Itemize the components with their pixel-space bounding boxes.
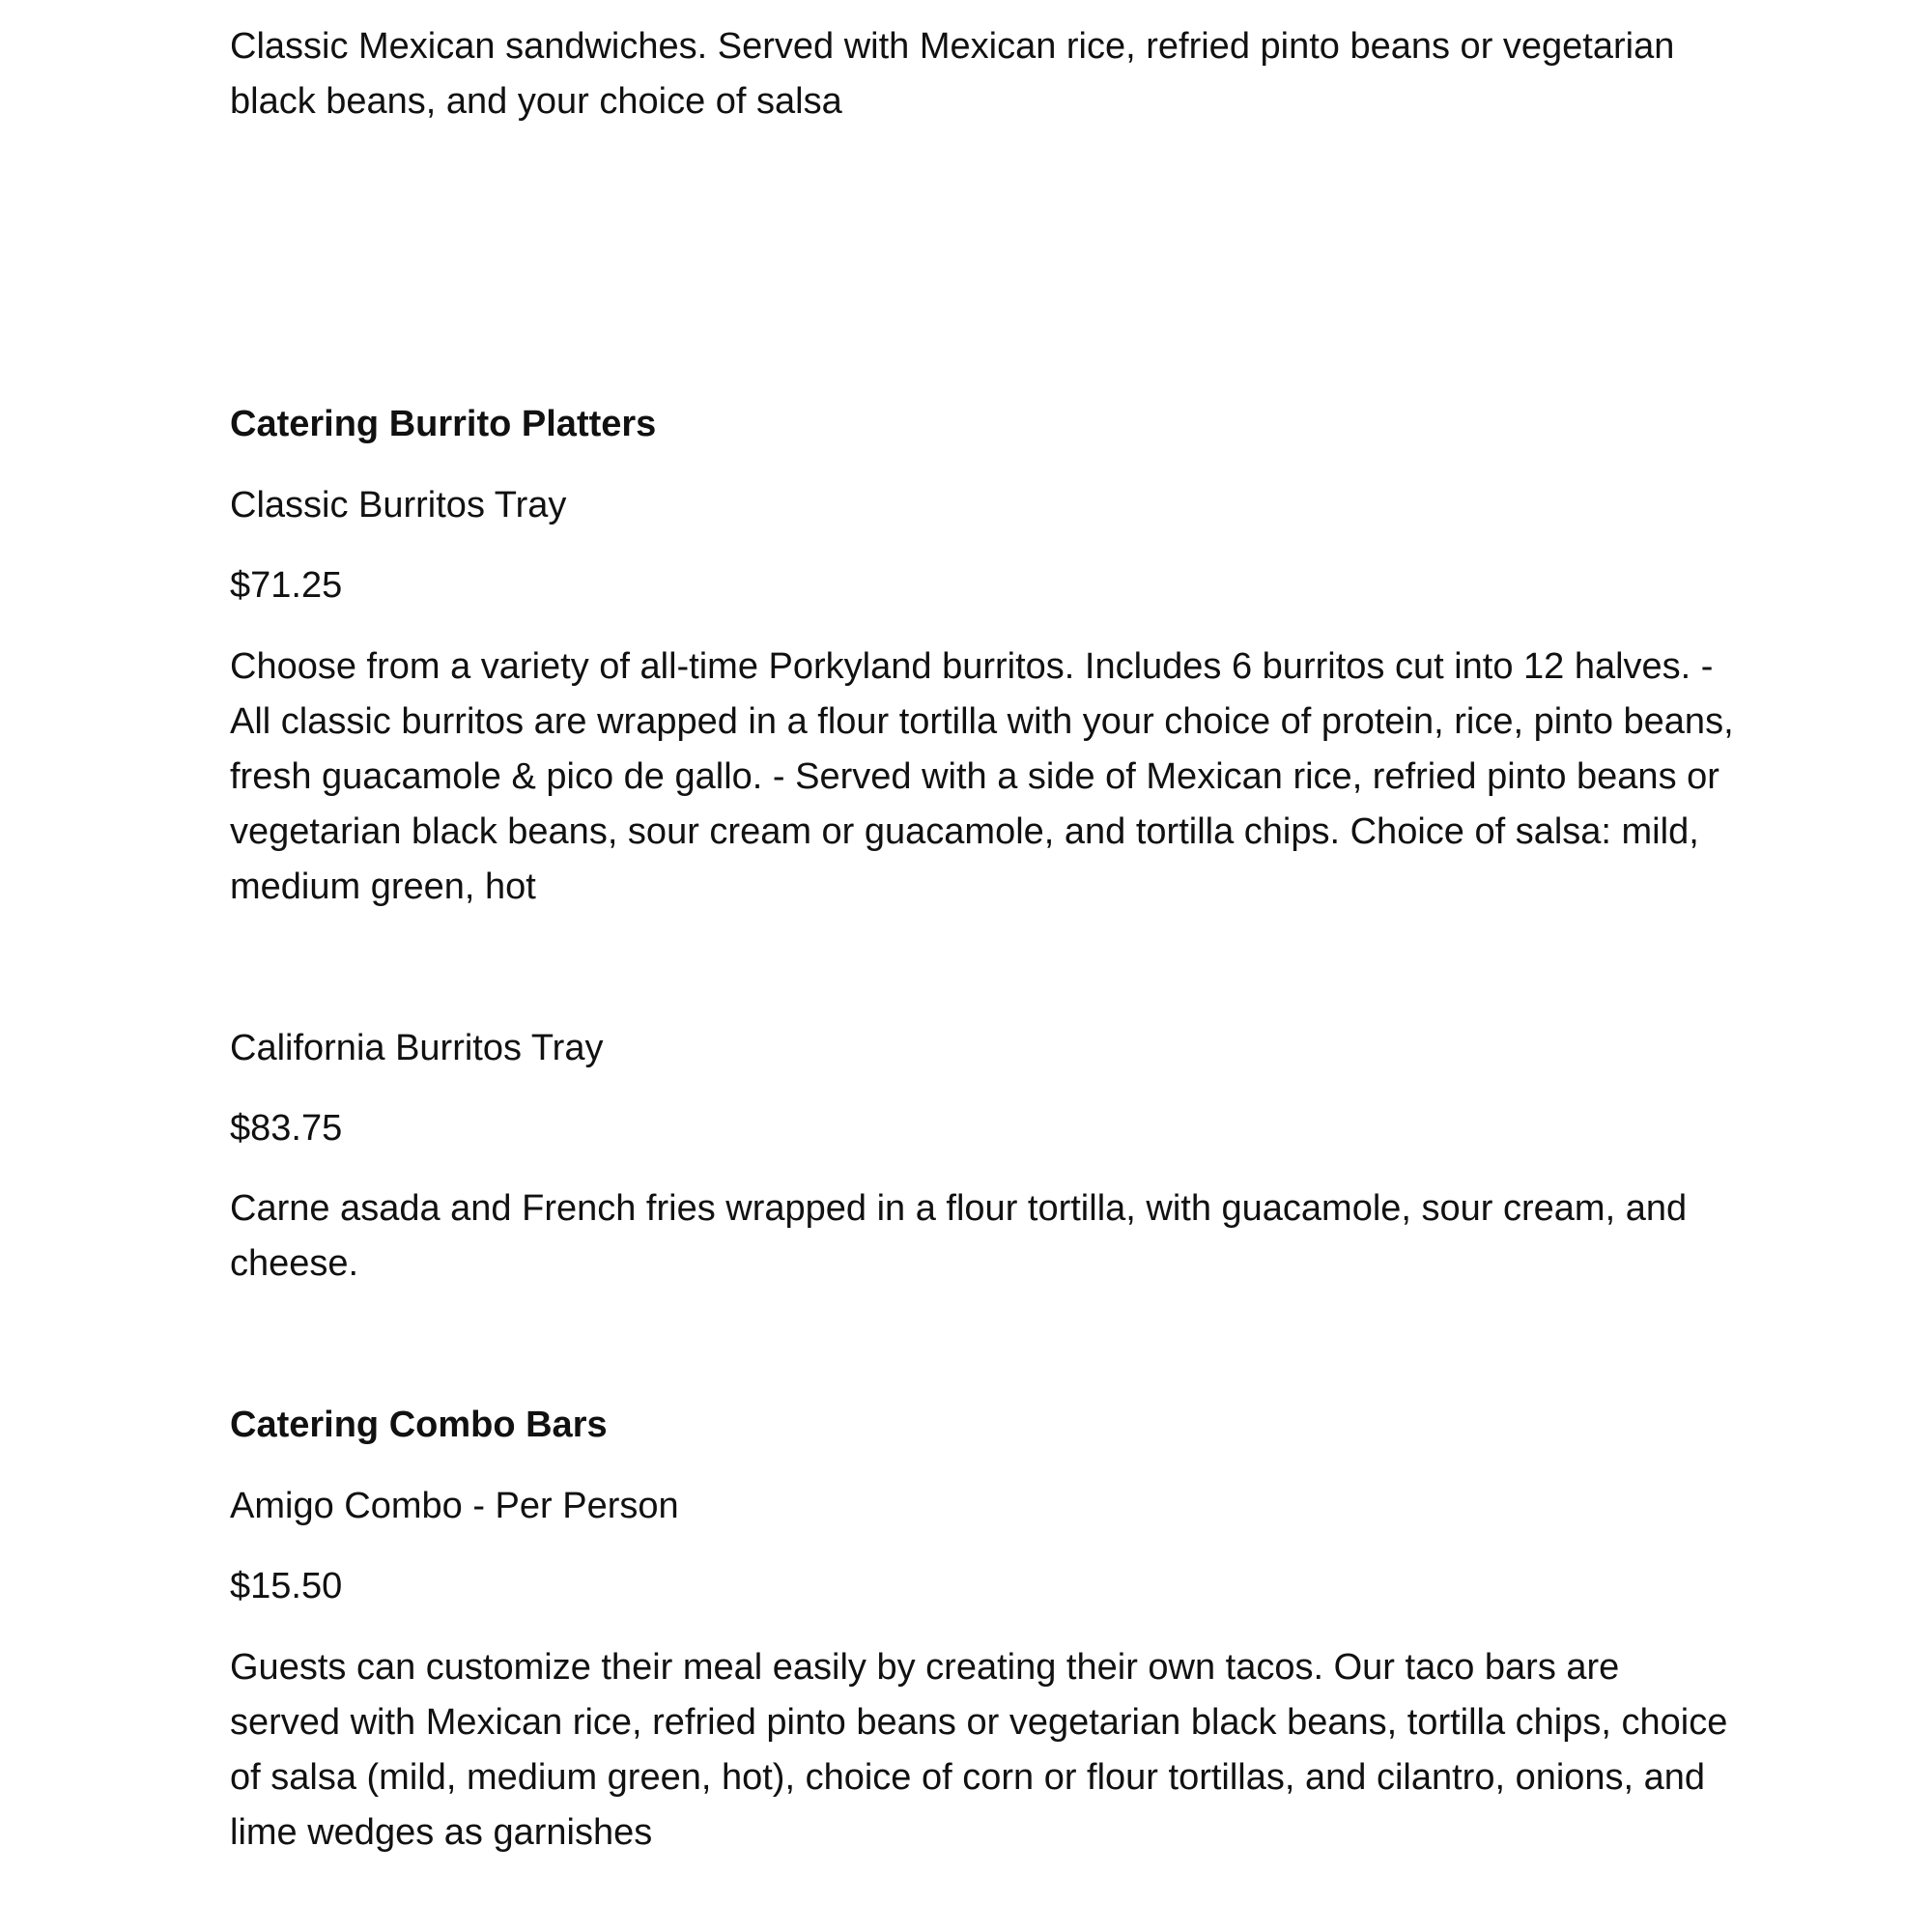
menu-item-description: Guests can customize their meal easily by creating their own tacos. Our taco bars are served with Mexican rice, refried pinto beans or vegetarian black beans, tortilla chips, choice of salsa (mild, medium green, hot), choice of corn or flour tortillas, and cilantro, onions, and lime wedges as garnishes bbox=[230, 1647, 1728, 1853]
menu-item-name: California Burritos Tray bbox=[230, 1028, 604, 1068]
section-title-combo-bars: Catering Combo Bars bbox=[230, 1405, 608, 1445]
menu-item-price: $15.50 bbox=[230, 1566, 343, 1606]
menu-item-price: $83.75 bbox=[230, 1108, 343, 1149]
menu-item-description: Choose from a variety of all-time Porkyland burritos. Includes 6 burritos cut into 12 halves. - All classic burritos are wrapped in a flour tortilla with your choice of protein, rice, pinto beans, fresh guacamole & pico de gallo. - Served with a side of Mexican rice, refried pinto beans or vegetarian black beans, sour cream or guacamole, and tortilla chips. Choice of salsa: mild, medium green, hot bbox=[230, 646, 1734, 907]
menu-item-price: $71.25 bbox=[230, 565, 343, 606]
intro-description: Classic Mexican sandwiches. Served with Mexican rice, refried pinto beans or vegetarian black beans, and your choice of salsa bbox=[230, 26, 1675, 122]
menu-item-description: Carne asada and French fries wrapped in a flour tortilla, with guacamole, sour cream, and cheese. bbox=[230, 1188, 1688, 1284]
menu-item-name: Classic Burritos Tray bbox=[230, 485, 567, 526]
section-title-burrito-platters: Catering Burrito Platters bbox=[230, 404, 657, 444]
menu-item-name: Amigo Combo - Per Person bbox=[230, 1486, 679, 1526]
